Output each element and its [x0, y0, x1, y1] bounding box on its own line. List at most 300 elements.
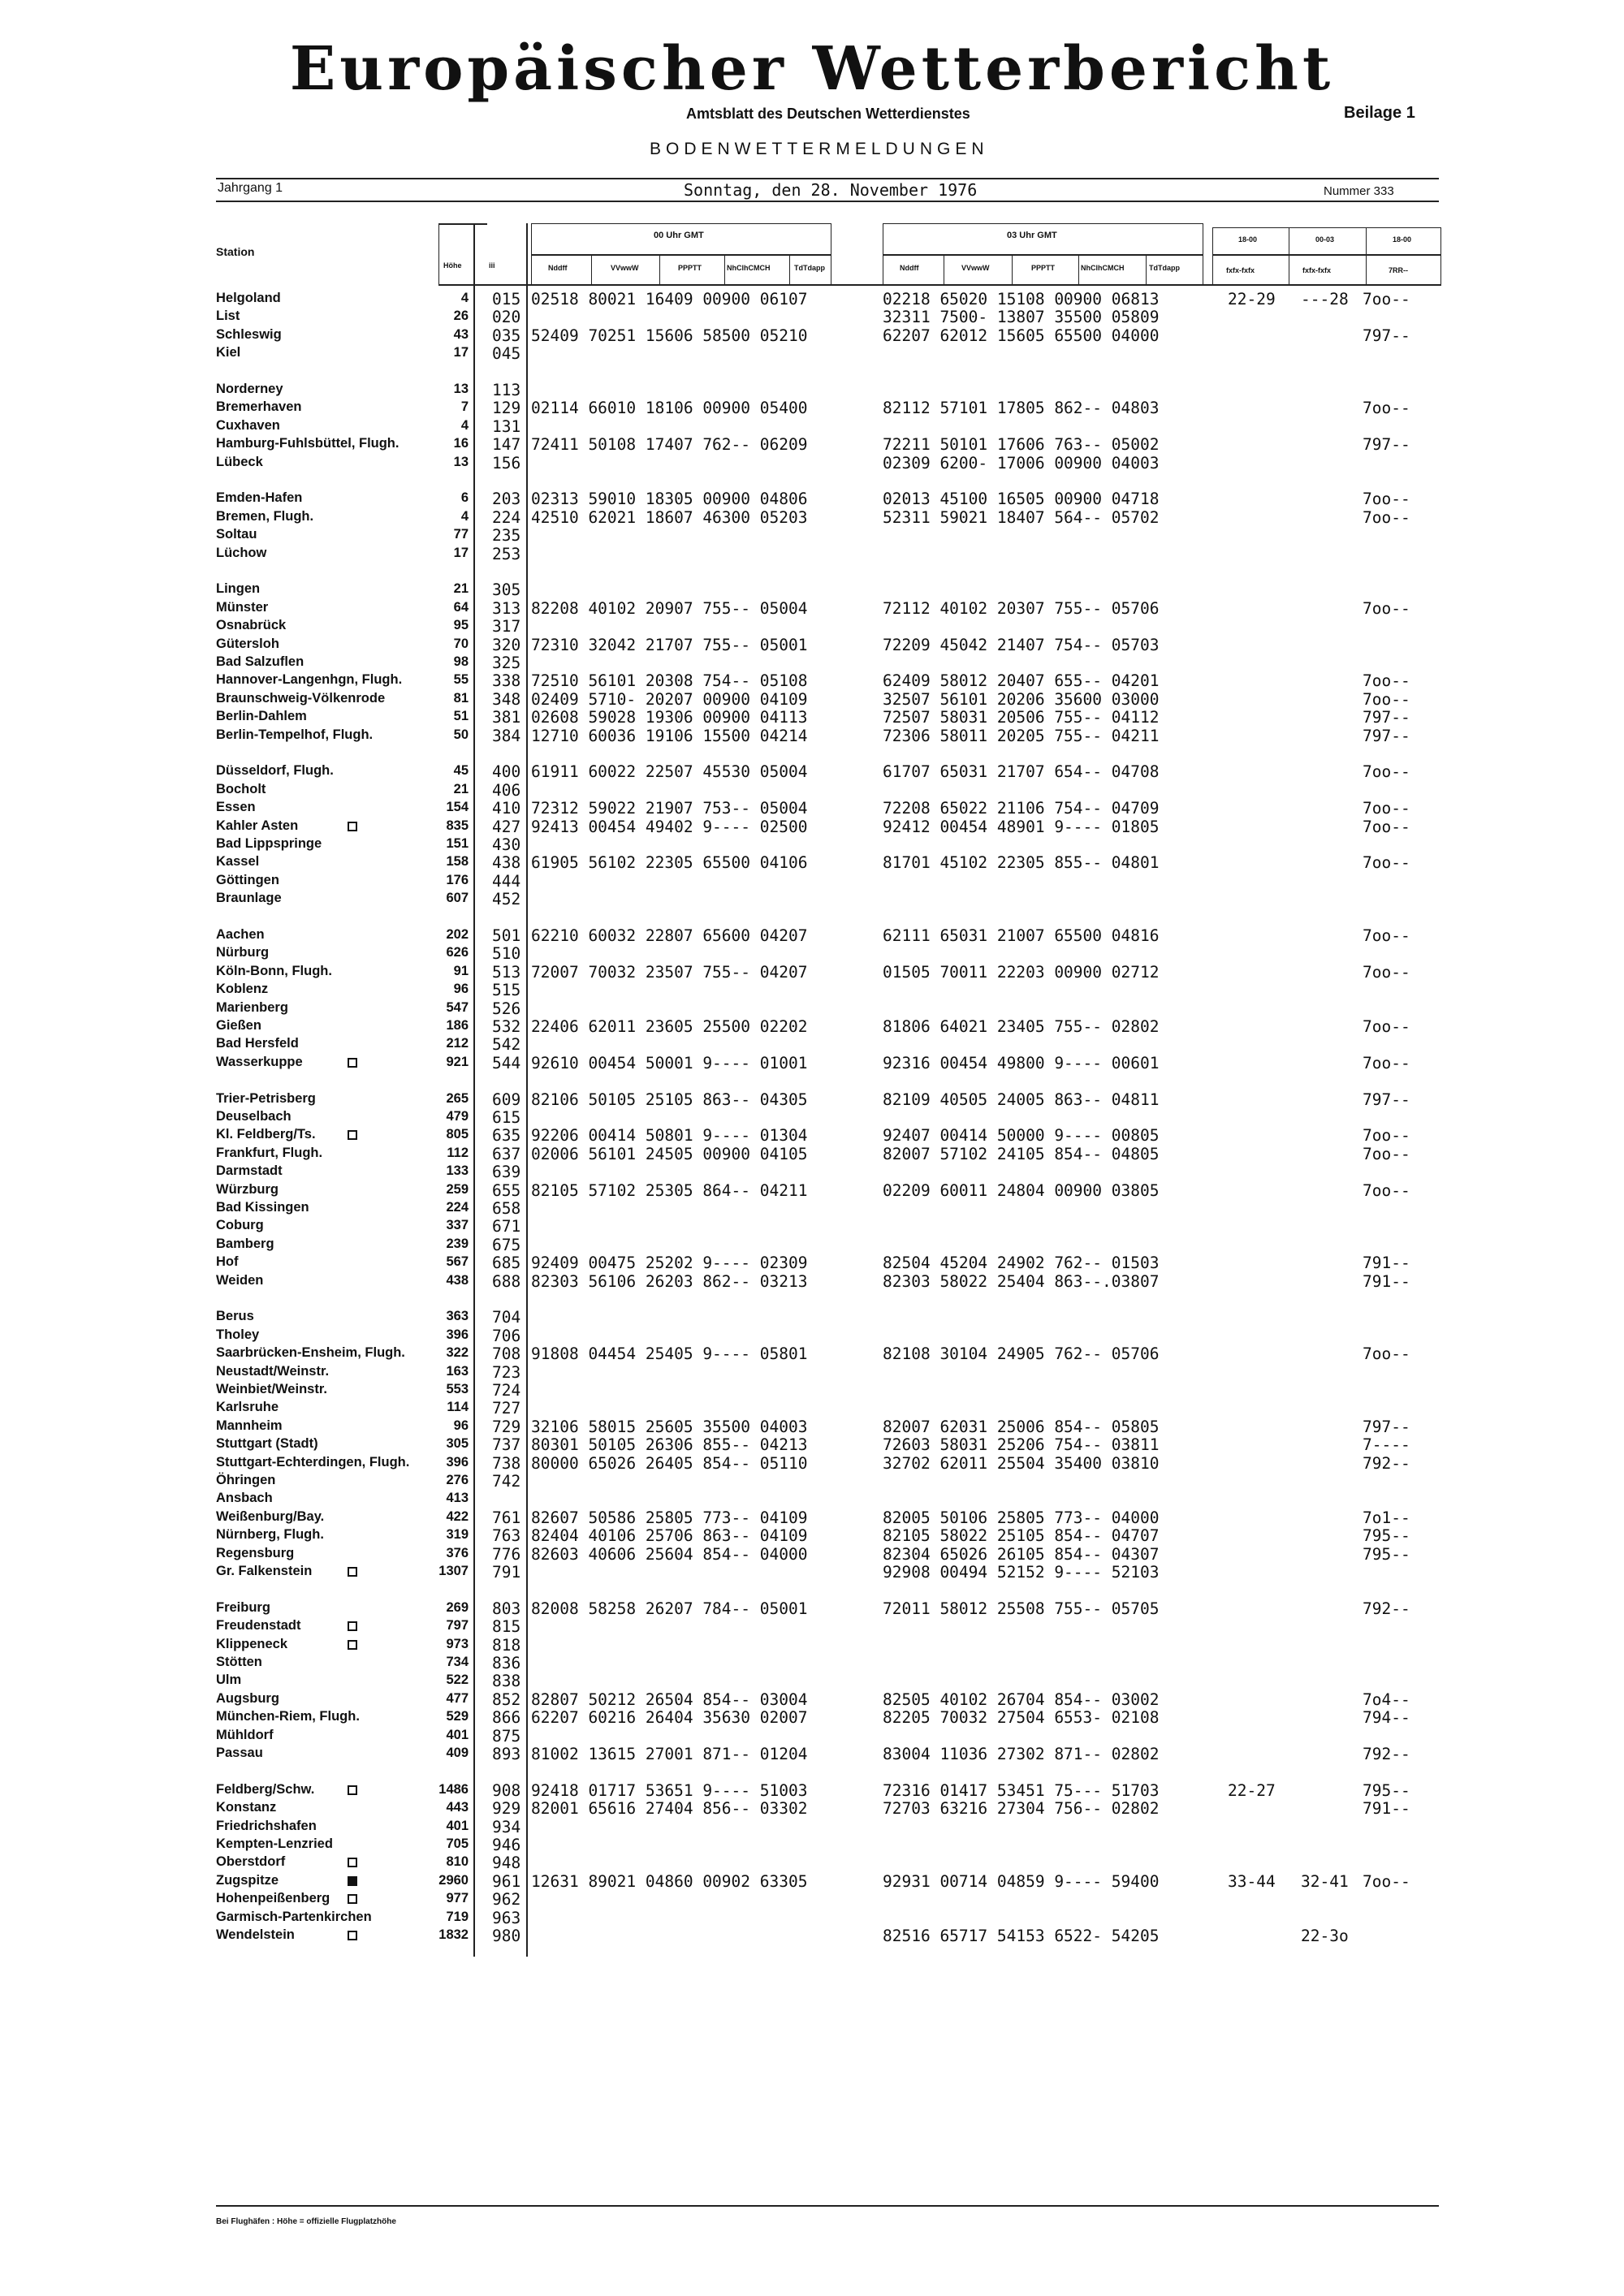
obs-00: 61905 56102 22305 65500 04106: [531, 853, 808, 873]
station-name: Hohenpeißenberg: [216, 1891, 330, 1906]
station-height: 1832: [438, 1927, 469, 1942]
station-name: Osnabrück: [216, 618, 287, 633]
obs-00: 82105 57102 25305 864-- 04211: [531, 1180, 808, 1200]
obs-03: 72316 01417 53451 75--- 51703: [883, 1780, 1160, 1800]
precip-group: 7oo--: [1363, 926, 1410, 945]
station-id: 615: [492, 1108, 521, 1127]
station-name: Kassel: [216, 854, 260, 870]
station-name: Berlin-Tempelhof, Flugh.: [216, 727, 374, 742]
obs-03: 52311 59021 18407 564-- 05702: [883, 507, 1160, 527]
station-height: 337: [446, 1218, 469, 1233]
station-id: 147: [492, 435, 521, 455]
station-id: 893: [492, 1745, 521, 1763]
station-name: Marienberg: [216, 999, 288, 1015]
station-id: 738: [492, 1453, 521, 1473]
station-id: 510: [492, 944, 521, 964]
obs-00: 02518 80021 16409 00900 06107: [531, 290, 808, 309]
station-name: Tholey: [216, 1327, 260, 1342]
station-name: Deuselbach: [216, 1109, 292, 1124]
station-height: 26: [453, 309, 469, 324]
station-name: Mühldorf: [216, 1727, 274, 1742]
station-marker-icon: [348, 1875, 357, 1890]
station-id: 637: [492, 1144, 521, 1163]
station-name: Lingen: [216, 581, 261, 597]
col-vvwww-00: VVwwW: [611, 264, 639, 272]
square-icon: [348, 1058, 357, 1068]
station-height: 21: [453, 781, 469, 796]
station-height: 567: [446, 1254, 469, 1270]
station-id: 515: [492, 981, 521, 1000]
station-id: 320: [492, 635, 521, 654]
station-name: Feldberg/Schw.: [216, 1781, 315, 1797]
block-03-title: 03 Uhr GMT: [1007, 231, 1057, 240]
station-name: Weinbiet/Weinstr.: [216, 1382, 327, 1396]
obs-03: 82007 57102 24105 854-- 04805: [883, 1144, 1160, 1163]
station-height: 81: [453, 690, 469, 706]
station-name: Regensburg: [216, 1545, 295, 1560]
station-id: 946: [492, 1836, 521, 1854]
station-marker-icon: [348, 1129, 357, 1144]
col-td-00: TdTdapp: [794, 264, 825, 272]
obs-03: 82516 65717 54153 6522- 54205: [883, 1927, 1160, 1945]
station-name: Klippeneck: [216, 1636, 288, 1651]
station-id: 908: [492, 1780, 521, 1800]
precip-group: 7oo--: [1363, 507, 1410, 527]
station-marker-icon: [348, 1621, 357, 1635]
square-icon: [348, 1858, 357, 1867]
obs-00: 62210 60032 22807 65600 04207: [531, 926, 808, 945]
obs-00: 12710 60036 19106 15500 04214: [531, 726, 808, 745]
station-marker-icon: [348, 1893, 357, 1908]
station-height: 705: [446, 1836, 469, 1851]
obs-03: 82005 50106 25805 773-- 04000: [883, 1508, 1160, 1527]
obs-03: 82007 62031 25006 854-- 05805: [883, 1417, 1160, 1436]
obs-00: 92610 00454 50001 9---- 01001: [531, 1053, 808, 1072]
obs-00: 02313 59010 18305 00900 04806: [531, 490, 808, 509]
station-height: 154: [446, 800, 469, 815]
station-id: 776: [492, 1544, 521, 1564]
station-name: Berus: [216, 1309, 254, 1324]
station-height: 45: [453, 763, 469, 779]
obs-00: 72411 50108 17407 762-- 06209: [531, 435, 808, 455]
station-name: Münster: [216, 599, 269, 615]
station-name: Düsseldorf, Flugh.: [216, 763, 334, 779]
obs-00: 91808 04454 25405 9---- 05801: [531, 1344, 808, 1364]
obs-00: 02409 5710- 20207 00900 04109: [531, 689, 808, 709]
station-id: 727: [492, 1399, 521, 1418]
gust-00-03: 22-3o: [1301, 1927, 1349, 1945]
station-id: 156: [492, 453, 521, 473]
obs-00: 82807 50212 26504 854-- 03004: [531, 1690, 808, 1709]
station-id: 513: [492, 962, 521, 982]
station-id: 688: [492, 1271, 521, 1291]
station-height: 734: [446, 1655, 469, 1669]
station-marker-icon: [348, 1057, 357, 1072]
station-id: 675: [492, 1235, 521, 1254]
obs-03: 62207 62012 15605 65500 04000: [883, 326, 1160, 345]
station-height: 797: [446, 1618, 469, 1634]
precip-group: 7oo--: [1363, 689, 1410, 709]
station-name: Soltau: [216, 527, 257, 542]
station-name: Norderney: [216, 382, 283, 396]
obs-03: 92316 00454 49800 9---- 00601: [883, 1053, 1160, 1072]
station-name: Frankfurt, Flugh.: [216, 1145, 323, 1160]
square-icon: [348, 1640, 357, 1650]
precip-group: 792--: [1363, 1599, 1410, 1618]
obs-03: 32507 56101 20206 35600 03000: [883, 689, 1160, 709]
precip-group: 792--: [1363, 1453, 1410, 1473]
station-id: 325: [492, 654, 521, 672]
station-id: 381: [492, 708, 521, 727]
station-height: 77: [453, 527, 469, 542]
obs-03: 92407 00414 50000 9---- 00805: [883, 1126, 1160, 1146]
obs-03: 83004 11036 27302 871-- 02802: [883, 1745, 1160, 1763]
precip-group: 792--: [1363, 1745, 1410, 1763]
station-height: 973: [446, 1636, 469, 1651]
station-height: 96: [453, 1418, 469, 1433]
station-id: 704: [492, 1308, 521, 1327]
obs-00: 82607 50586 25805 773-- 04109: [531, 1508, 808, 1527]
gust-18-00: 22-29: [1228, 290, 1276, 309]
footer-rule: [216, 2205, 1439, 2207]
station-name: Helgoland: [216, 291, 281, 305]
obs-03: 32311 7500- 13807 35500 05809: [883, 308, 1160, 327]
station-height: 133: [446, 1163, 469, 1179]
square-icon: [348, 1785, 357, 1795]
obs-00: 22406 62011 23605 25500 02202: [531, 1017, 808, 1036]
precip-group: 7oo--: [1363, 1871, 1410, 1891]
station-name: Berlin-Dahlem: [216, 709, 307, 724]
obs-00: 72312 59022 21907 753-- 05004: [531, 799, 808, 818]
station-height: 4: [460, 417, 469, 433]
station-name: Bocholt: [216, 781, 266, 796]
station-id: 253: [492, 544, 521, 563]
obs-03: 62111 65031 21007 65500 04816: [883, 926, 1160, 945]
station-name: Mannheim: [216, 1418, 283, 1433]
square-icon: [348, 1894, 357, 1904]
station-name: Hannover-Langenhgn, Flugh.: [216, 672, 403, 688]
precip-group: 797--: [1363, 1090, 1410, 1109]
station-height: 626: [446, 945, 469, 960]
supplement-label: Beilage 1: [1344, 104, 1415, 122]
station-height: 43: [453, 326, 469, 342]
square-icon: [348, 1567, 357, 1577]
station-height: 322: [446, 1345, 469, 1361]
station-height: 443: [446, 1800, 469, 1815]
station-name: Oberstdorf: [216, 1854, 286, 1870]
station-id: 384: [492, 726, 521, 745]
station-id: 961: [492, 1871, 521, 1891]
obs-03: 82108 30104 24905 762-- 05706: [883, 1344, 1160, 1364]
station-height: 6: [460, 490, 469, 506]
station-id: 685: [492, 1254, 521, 1273]
gust-18-00: 33-44: [1228, 1871, 1276, 1891]
obs-00: 32106 58015 25605 35500 04003: [531, 1417, 808, 1436]
station-marker-icon: [348, 1930, 357, 1944]
station-id: 544: [492, 1053, 521, 1072]
station-id: 655: [492, 1180, 521, 1200]
station-height: 1307: [438, 1564, 469, 1578]
obs-00: 42510 62021 18607 46300 05203: [531, 507, 808, 527]
station-height: 553: [446, 1382, 469, 1396]
col-nddff-00: Nddff: [548, 264, 568, 272]
precip-group: 7oo--: [1363, 1180, 1410, 1200]
obs-00: 82603 40606 25604 854-- 04000: [531, 1544, 808, 1564]
gust-label-b: fxfx-fxfx: [1302, 266, 1332, 274]
station-id: 708: [492, 1344, 521, 1364]
station-name: Öhringen: [216, 1473, 276, 1487]
station-height: 810: [446, 1854, 469, 1870]
station-name: Ulm: [216, 1672, 242, 1688]
obs-03: 92412 00454 48901 9---- 01805: [883, 817, 1160, 836]
station-id: 609: [492, 1090, 521, 1109]
precip-group: 791--: [1363, 1254, 1410, 1273]
station-height: 479: [446, 1109, 469, 1124]
obs-00: 80301 50105 26306 855-- 04213: [531, 1435, 808, 1455]
station-id: 317: [492, 617, 521, 637]
station-name: Wendelstein: [216, 1927, 295, 1942]
header-rule-top: [216, 178, 1439, 179]
station-name: Göttingen: [216, 872, 279, 887]
obs-00: 92418 01717 53651 9---- 51003: [531, 1780, 808, 1800]
station-id: 706: [492, 1326, 521, 1345]
footnote: Bei Flughäfen : Höhe = offizielle Flugplatzhöhe: [216, 2217, 396, 2226]
precip-group: 795--: [1363, 1526, 1410, 1546]
square-icon: [348, 1130, 357, 1140]
column-divider-hoehe: [473, 223, 475, 1957]
station-id: 430: [492, 835, 521, 854]
obs-03: 72112 40102 20307 755-- 05706: [883, 598, 1160, 618]
station-name: Stuttgart (Stadt): [216, 1436, 318, 1452]
station-id: 980: [492, 1927, 521, 1945]
station-height: 202: [446, 927, 469, 942]
station-name: Karlsruhe: [216, 1400, 279, 1415]
precip-group: 797--: [1363, 326, 1410, 345]
station-id: 313: [492, 598, 521, 618]
station-height: 7: [460, 399, 469, 415]
station-height: 114: [447, 1400, 469, 1415]
header-rule-bottom: [216, 201, 1439, 202]
gust-00-03: 32-41: [1301, 1871, 1349, 1891]
col-clouds-00: NhClhCMCH: [727, 264, 771, 272]
station-id: 948: [492, 1854, 521, 1873]
station-height: 158: [446, 854, 469, 870]
precip-group: 7oo--: [1363, 490, 1410, 509]
station-height: 522: [446, 1672, 469, 1688]
station-height: 13: [453, 382, 469, 396]
station-height: 13: [453, 454, 469, 469]
station-id: 729: [492, 1417, 521, 1436]
station-height: 151: [446, 836, 469, 851]
precip-group: 797--: [1363, 435, 1410, 455]
station-id: 438: [492, 853, 521, 873]
iii-header: iii: [489, 261, 495, 270]
precip-group: 7o4--: [1363, 1690, 1410, 1709]
station-id: 410: [492, 799, 521, 818]
station-height: 239: [446, 1236, 469, 1251]
issue-number: Nummer 333: [1324, 184, 1394, 198]
station-height: 409: [446, 1746, 469, 1760]
precip-label: 7RR--: [1389, 266, 1408, 274]
station-name: Garmisch-Partenkirchen: [216, 1909, 372, 1924]
precip-group: 7oo--: [1363, 1053, 1410, 1072]
station-id: 852: [492, 1690, 521, 1709]
page-title: Europäischer Wetterbericht: [289, 34, 1335, 104]
station-marker-icon: [348, 1857, 357, 1871]
station-height: 259: [446, 1181, 469, 1197]
station-height: 55: [453, 672, 469, 688]
station-name: Kempten-Lenzried: [216, 1836, 333, 1851]
station-marker-icon: [348, 821, 357, 835]
period-18-00-a: 18-00: [1238, 235, 1258, 244]
station-id: 737: [492, 1435, 521, 1455]
station-height: 112: [447, 1145, 469, 1160]
obs-03: 81806 64021 23405 755-- 02802: [883, 1017, 1160, 1036]
station-id: 803: [492, 1599, 521, 1618]
station-id: 875: [492, 1726, 521, 1746]
obs-00: 72510 56101 20308 754-- 05108: [531, 671, 808, 691]
station-id: 501: [492, 926, 521, 945]
station-id: 742: [492, 1472, 521, 1491]
station-height: 95: [453, 618, 469, 633]
obs-03: 62409 58012 20407 655-- 04201: [883, 671, 1160, 691]
period-18-00-b: 18-00: [1393, 235, 1412, 244]
precip-group: 797--: [1363, 726, 1410, 745]
station-id: 639: [492, 1163, 521, 1182]
station-name: Braunlage: [216, 891, 282, 906]
obs-03: 82109 40505 24005 863-- 04811: [883, 1090, 1160, 1109]
obs-00: 02608 59028 19306 00900 04113: [531, 708, 808, 727]
volume-label: Jahrgang 1: [218, 181, 283, 195]
gust-00-03: ---28: [1301, 290, 1349, 309]
precip-group: 795--: [1363, 1544, 1410, 1564]
station-name: Essen: [216, 800, 256, 815]
station-id: 836: [492, 1654, 521, 1672]
obs-00: 61911 60022 22507 45530 05004: [531, 762, 808, 782]
station-id: 444: [492, 871, 521, 891]
precip-group: 791--: [1363, 1799, 1410, 1819]
station-height: 477: [446, 1690, 469, 1706]
obs-00: 82303 56106 26203 862-- 03213: [531, 1271, 808, 1291]
obs-03: 72011 58012 25508 755-- 05705: [883, 1599, 1160, 1618]
station-height: 396: [446, 1327, 469, 1342]
station-id: 532: [492, 1017, 521, 1036]
station-name: Bad Salzuflen: [216, 654, 304, 669]
column-divider-iii: [526, 223, 528, 1957]
station-name: Aachen: [216, 927, 265, 942]
station-name: Kiel: [216, 345, 241, 360]
station-height: 186: [446, 1018, 469, 1033]
page-subtitle: Amtsblatt des Deutschen Wetterdienstes: [686, 106, 970, 122]
block-00-title: 00 Uhr GMT: [654, 231, 704, 240]
obs-00: 72310 32042 21707 755-- 05001: [531, 635, 808, 654]
col-nddff-03: Nddff: [900, 264, 919, 272]
station-name: Nürburg: [216, 945, 270, 960]
obs-03: 81701 45102 22305 855-- 04801: [883, 853, 1160, 873]
station-marker-icon: [348, 1566, 357, 1581]
obs-00: 82106 50105 25105 863-- 04305: [531, 1090, 808, 1109]
precip-group: 7oo--: [1363, 290, 1410, 309]
station-name: Stuttgart-Echterdingen, Flugh.: [216, 1454, 410, 1470]
station-name: Emden-Hafen: [216, 490, 303, 506]
station-height: 224: [446, 1200, 469, 1215]
obs-03: 72603 58031 25206 754-- 03811: [883, 1435, 1160, 1455]
station-name: Weiden: [216, 1272, 264, 1288]
station-name: Bad Lippspringe: [216, 836, 322, 851]
obs-03: 82505 40102 26704 854-- 03002: [883, 1690, 1160, 1709]
station-id: 542: [492, 1035, 521, 1055]
station-height: 163: [446, 1363, 469, 1379]
obs-00: 72007 70032 23507 755-- 04207: [531, 962, 808, 982]
obs-03: 02218 65020 15108 00900 06813: [883, 290, 1160, 309]
station-height: 17: [453, 345, 469, 360]
station-height: 269: [446, 1599, 469, 1615]
col-ppptt-00: PPPTT: [678, 264, 702, 272]
station-height: 21: [453, 581, 469, 597]
station-name: Coburg: [216, 1218, 264, 1233]
precip-group: 7oo--: [1363, 1017, 1410, 1036]
gust-label-a: fxfx-fxfx: [1226, 266, 1255, 274]
station-height: 1486: [438, 1781, 469, 1797]
station-id: 658: [492, 1199, 521, 1218]
station-height: 921: [446, 1054, 469, 1069]
station-height: 401: [446, 1818, 469, 1833]
station-name: Hamburg-Fuhlsbüttel, Flugh.: [216, 436, 400, 451]
station-height: 396: [446, 1454, 469, 1470]
station-marker-icon: [348, 1639, 357, 1654]
precip-group: 7oo--: [1363, 762, 1410, 782]
station-name: Friedrichshafen: [216, 1818, 317, 1833]
precip-group: 7o1--: [1363, 1508, 1410, 1527]
obs-03: 02209 60011 24804 00900 03805: [883, 1180, 1160, 1200]
obs-00: 52409 70251 15606 58500 05210: [531, 326, 808, 345]
obs-00: 80000 65026 26405 854-- 05110: [531, 1453, 808, 1473]
station-name: Bad Hersfeld: [216, 1036, 299, 1051]
station-height: 319: [446, 1527, 469, 1543]
obs-03: 82112 57101 17805 862-- 04803: [883, 399, 1160, 418]
obs-03: 61707 65031 21707 654-- 04708: [883, 762, 1160, 782]
square-icon: [348, 1876, 357, 1886]
station-name: Gießen: [216, 1018, 261, 1033]
obs-03: 72306 58011 20205 755-- 04211: [883, 726, 1160, 745]
station-name: Kahler Asten: [216, 818, 299, 833]
station-height: 719: [446, 1909, 469, 1924]
precip-group: 7oo--: [1363, 671, 1410, 691]
station-id: 723: [492, 1362, 521, 1382]
station-id: 427: [492, 817, 521, 836]
station-marker-icon: [348, 1785, 357, 1799]
station-name: Saarbrücken-Ensheim, Flugh.: [216, 1345, 405, 1361]
station-id: 035: [492, 326, 521, 345]
station-height: 51: [453, 709, 469, 724]
station-id: 934: [492, 1817, 521, 1836]
col-td-03: TdTdapp: [1149, 264, 1180, 272]
precip-group: 7oo--: [1363, 853, 1410, 873]
station-id: 815: [492, 1617, 521, 1637]
obs-03: 72211 50101 17606 763-- 05002: [883, 435, 1160, 455]
precip-group: 791--: [1363, 1271, 1410, 1291]
station-id: 338: [492, 671, 521, 691]
station-height: 4: [460, 291, 469, 305]
station-height: 305: [446, 1436, 469, 1452]
obs-03: 92908 00494 52152 9---- 52103: [883, 1563, 1160, 1582]
station-name: List: [216, 309, 240, 324]
obs-00: 82404 40106 25706 863-- 04109: [531, 1526, 808, 1546]
station-name: Weißenburg/Bay.: [216, 1508, 325, 1524]
station-name: Ansbach: [216, 1491, 273, 1506]
station-id: 791: [492, 1563, 521, 1582]
station-height: 4: [460, 508, 469, 524]
